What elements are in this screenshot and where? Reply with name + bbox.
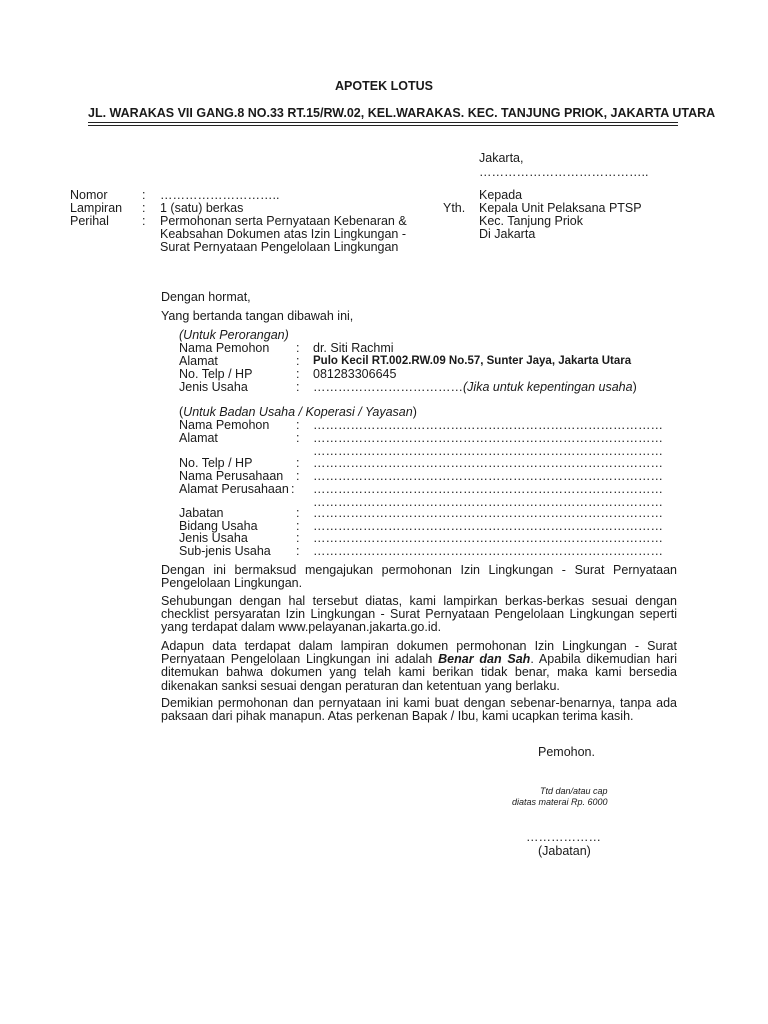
badan-subjenis-label: Sub-jenis Usaha [179,544,271,558]
perorangan-nama-label: Nama Pemohon [179,341,270,355]
badan-jenis-dots: ………………………………………………………………………… [313,531,663,545]
perorangan-jenis-colon: : [296,380,300,394]
badan-heading-close: ) [412,405,417,419]
lampiran-value: 1 (satu) berkas [160,201,244,215]
badan-alamat-label: Alamat [179,431,218,445]
nomor-value: ……………………….. [160,188,280,202]
salutation: Dengan hormat, [161,290,251,304]
signature-ttd: Ttd dan/atau cap [540,786,608,796]
badan-alamat-perusahaan-dots-2: ………………………………………………………………………… [313,495,663,509]
badan-jenis-colon: : [296,531,300,545]
badan-alamat-perusahaan-colon: : [291,482,295,496]
perorangan-jenis-field [313,381,637,394]
badan-alamat-perusahaan-dots-1: ………………………………………………………………………… [313,482,663,496]
perihal-colon: : [142,214,146,228]
perorangan-jenis-label: Jenis Usaha [179,380,248,394]
badan-subjenis-colon: : [296,544,300,558]
paragraph-3-emphasis: Benar dan Sah [438,652,531,667]
perihal-label: Perihal [70,214,109,228]
date-city: Jakarta, [479,151,524,165]
badan-jenis-label: Jenis Usaha [179,531,248,545]
perorangan-alamat-label: Alamat [179,354,218,368]
badan-bidang-colon: : [296,519,300,533]
nomor-label: Nomor [70,188,108,202]
lampiran-colon: : [142,201,146,215]
date-dots: ………………………………….. [479,165,649,179]
signature-materai: diatas materai Rp. 6000 [512,797,608,807]
badan-alamat-colon: : [296,431,300,445]
badan-heading-open: ( [179,405,184,419]
header-divider-top [88,122,678,123]
recipient-yth: Yth. [443,201,466,215]
perorangan-telp-value: 081283306645 [313,367,397,381]
perorangan-alamat-value: Pulo Kecil RT.002.RW.09 No.57, Sunter Jaya, Jakarta Utara [313,355,632,367]
badan-nama-label: Nama Pemohon [179,418,270,432]
perorangan-jenis-dots: ……………………………… [313,380,463,394]
badan-telp-label: No. Telp / HP [179,456,253,470]
perorangan-jenis-close: ) [632,380,637,394]
badan-jabatan-dots: ………………………………………………………………………… [313,506,663,520]
paragraph-2: Sehubungan dengan hal tersebut diatas, kami lampirkan berkas-berkas sesuai dengan checklist persyaratan Izin Lingkungan - Surat Pernyataan Pengelolaan Lingkungan seperti yang terdapat dalam www.pelayanan.jakarta.go.id. [161,594,677,635]
intro: Yang bertanda tangan dibawah ini, [161,309,354,323]
paragraph-3-c: . Apabila dikemudian hari ditemukan bahwa dokumen yang telah kami berikan tidak benar, maka kami bersedia dikenakan sanksi sesuai dengan peraturan dan ketentuan yang berlaku. [161,652,677,693]
recipient-kepada: Kepada [479,188,523,202]
badan-perusahaan-dots: ………………………………………………………………………… [313,469,663,483]
badan-heading-text: Untuk Badan Usaha / Koperasi / Yayasan [183,405,413,419]
perorangan-heading: (Untuk Perorangan) [179,328,289,342]
paragraph-1: Dengan ini bermaksud mengajukan permohonan Izin Lingkungan - Surat Pernyataan Pengelolaan Lingkungan. [161,563,677,591]
company-address: JL. WARAKAS VII GANG.8 NO.33 RT.15/RW.02, KEL.WARAKAS. KEC. TANJUNG PRIOK, JAKARTA UTARA [88,106,716,120]
perorangan-nama-colon: : [296,341,300,355]
signature-pemohon: Pemohon. [538,745,595,759]
paragraph-3 [161,640,677,693]
badan-alamat-perusahaan-label: Alamat Perusahaan [179,482,289,496]
badan-jabatan-label: Jabatan [179,506,224,520]
perihal-line-2: Keabsahan Dokumen atas Izin Lingkungan - [160,227,406,241]
badan-alamat-dots-2: ………………………………………………………………………… [313,444,663,458]
perorangan-jenis-note: (Jika untuk kepentingan usaha [463,380,633,394]
perorangan-telp-colon: : [296,367,300,381]
perorangan-telp-label: No. Telp / HP [179,367,253,381]
recipient-line-2: Kec. Tanjung Priok [479,214,583,228]
badan-nama-dots: ………………………………………………………………………… [313,418,663,432]
perorangan-nama-value: dr. Siti Rachmi [313,341,394,355]
badan-perusahaan-colon: : [296,469,300,483]
perihal-line-1: Permohonan serta Pernyataan Kebenaran & [160,214,407,228]
badan-alamat-dots-1: ………………………………………………………………………… [313,431,663,445]
badan-subjenis-dots: ………………………………………………………………………… [313,544,663,558]
badan-telp-colon: : [296,456,300,470]
badan-nama-colon: : [296,418,300,432]
header-divider-bottom [88,125,678,126]
badan-bidang-dots: ………………………………………………………………………… [313,519,663,533]
badan-perusahaan-label: Nama Perusahaan [179,469,284,483]
perorangan-alamat-colon: : [296,354,300,368]
nomor-colon: : [142,188,146,202]
recipient-line-1: Kepala Unit Pelaksana PTSP [479,201,642,215]
paragraph-3-a: Adapun data terdapat dalam lampiran dokumen permohonan Izin Lingkungan - Surat Pernyataan Pengelolaan Lingkungan ini adalah [161,639,677,667]
badan-telp-dots: ………………………………………………………………………… [313,456,663,470]
paragraph-4: Demikian permohonan dan pernyataan ini kami buat dengan sebenar-benarnya, tanpa ada paksaan dari pihak manapun. Atas perkenan Bapak / Ibu, kami ucapkan terima kasih. [161,696,677,724]
signature-jabatan: (Jabatan) [538,844,591,858]
signature-dots: ……………… [526,830,601,844]
lampiran-label: Lampiran [70,201,123,215]
badan-jabatan-colon: : [296,506,300,520]
recipient-line-3: Di Jakarta [479,227,536,241]
perihal-line-3: Surat Pernyataan Pengelolaan Lingkungan [160,240,399,254]
company-name: APOTEK LOTUS [335,79,433,93]
badan-bidang-label: Bidang Usaha [179,519,258,533]
